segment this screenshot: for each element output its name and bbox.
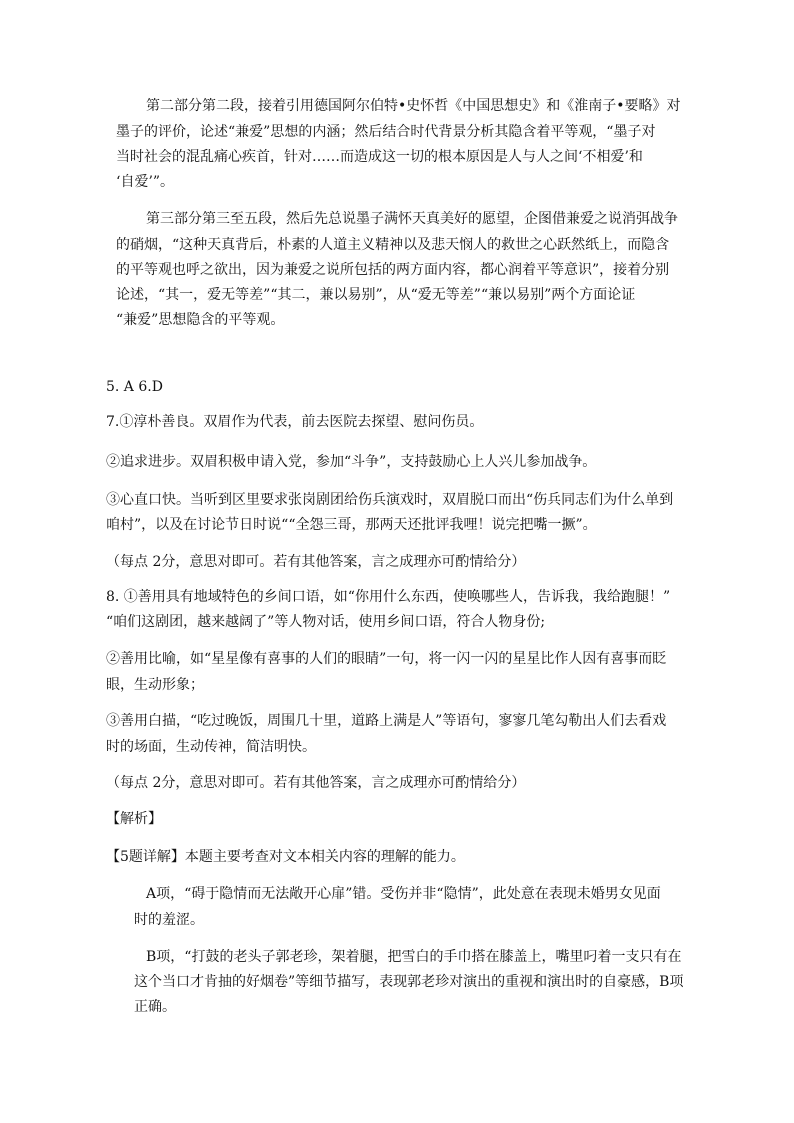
option-a-line-2: 时的羞涩。 xyxy=(134,912,204,928)
q8-item-3-line-2: 时的场面，生动传神，简洁明快。 xyxy=(106,739,316,755)
q5-detail-intro: 【5题详解】本题主要考查对文本相关内容的理解的能力。 xyxy=(106,849,465,865)
paragraph-line: 墨子的评价，论述“兼爱”思想的内涵；然后结合时代背景分析其隐含着平等观，“墨子对 xyxy=(116,124,656,140)
paragraph-line: 第二部分第二段，接着引用德国阿尔伯特•史怀哲《中国思想史》和《淮南子•要略》对 xyxy=(146,98,681,114)
option-b-line-3: 正确。 xyxy=(134,999,176,1015)
q8-scoring-note: （每点 2分，意思对即可。若有其他答案，言之成理亦可酌情给分） xyxy=(106,775,526,791)
option-b-line-1: B项，“打鼓的老头子郭老珍，架着腿，把雪白的手巾搭在膝盖上，嘴里叼着一支只有在 xyxy=(146,949,682,965)
q8-item-1-line-1: 8. ①善用具有地域特色的乡间口语，如“你用什么东西，使唤哪些人，告诉我，我给跑腿！” xyxy=(106,589,671,605)
q8-item-2-line-2: 眼，生动形象； xyxy=(106,677,204,693)
q8-item-1-line-2: “咱们这剧团，越来越阔了”等人物对话，使用乡间口语，符合人物身份; xyxy=(106,614,546,630)
q7-scoring-note: （每点 2分，意思对即可。若有其他答案，言之成理亦可酌情给分） xyxy=(106,554,526,570)
paragraph-line: 论述，“其一，爱无等差”“其二，兼以易别”，从“爱无等差”“兼以易别”两个方面论证 xyxy=(116,287,636,303)
paragraph-line: 的硝烟，“这种天真背后，朴素的人道主义精神以及悲天悯人的救世之心跃然纸上，而隐含 xyxy=(116,237,670,253)
answers-5-6: 5. A 6.D xyxy=(106,379,163,395)
option-a-line-1: A项，“碍于隐情而无法敞开心扉”错。受伤并非“隐情”，此处意在表现未婚男女见面 xyxy=(146,886,661,902)
q7-item-3-line-1: ③心直口快。当听到区里要求张岗剧团给伤兵演戏时，双眉脱口而出“伤兵同志们为什么单到 xyxy=(106,492,674,508)
paragraph-line: ‘自爱’”。 xyxy=(116,174,175,190)
q7-item-1: 7.①淳朴善良。双眉作为代表，前去医院去探望、慰问伤员。 xyxy=(106,414,484,430)
analysis-heading: 【解析】 xyxy=(106,811,162,827)
paragraph-line: 第三部分第三至五段，然后先总说墨子满怀天真美好的愿望，企图借兼爱之说消弭战争 xyxy=(146,211,678,227)
q7-item-3-line-2: 咱村”，以及在讨论节日时说““全怨三哥，那两天还批评我哩！说完把嘴一撅”。 xyxy=(106,517,597,533)
q7-item-2: ②追求进步。双眉积极申请入党，参加“斗争”，支持鼓励心上人兴儿参加战争。 xyxy=(106,454,597,470)
q8-item-2-line-1: ②善用比喻，如“星星像有喜事的人们的眼睛”一句，将一闪一闪的星星比作人因有喜事而眨 xyxy=(106,651,667,667)
option-b-line-2: 这个当口才肯抽的好烟卷”等细节描写，表现郭老珍对演出的重视和演出时的自豪感，B项 xyxy=(134,974,684,990)
paragraph-line: “兼爱”思想隐含的平等观。 xyxy=(116,312,285,328)
q8-item-3-line-1: ③善用白描，“吃过晚饭，周围几十里，道路上满是人”等语句，寥寥几笔勾勒出人们去看戏 xyxy=(106,713,667,729)
paragraph-line: 的平等观也呼之欲出，因为兼爱之说所包括的两方面内容，都心润着平等意识”，接着分别 xyxy=(116,262,670,278)
paragraph-line: 当时社会的混乱痛心疾首，针对……而造成这一切的根本原因是人与人之间‘不相爱’和 xyxy=(116,149,643,165)
